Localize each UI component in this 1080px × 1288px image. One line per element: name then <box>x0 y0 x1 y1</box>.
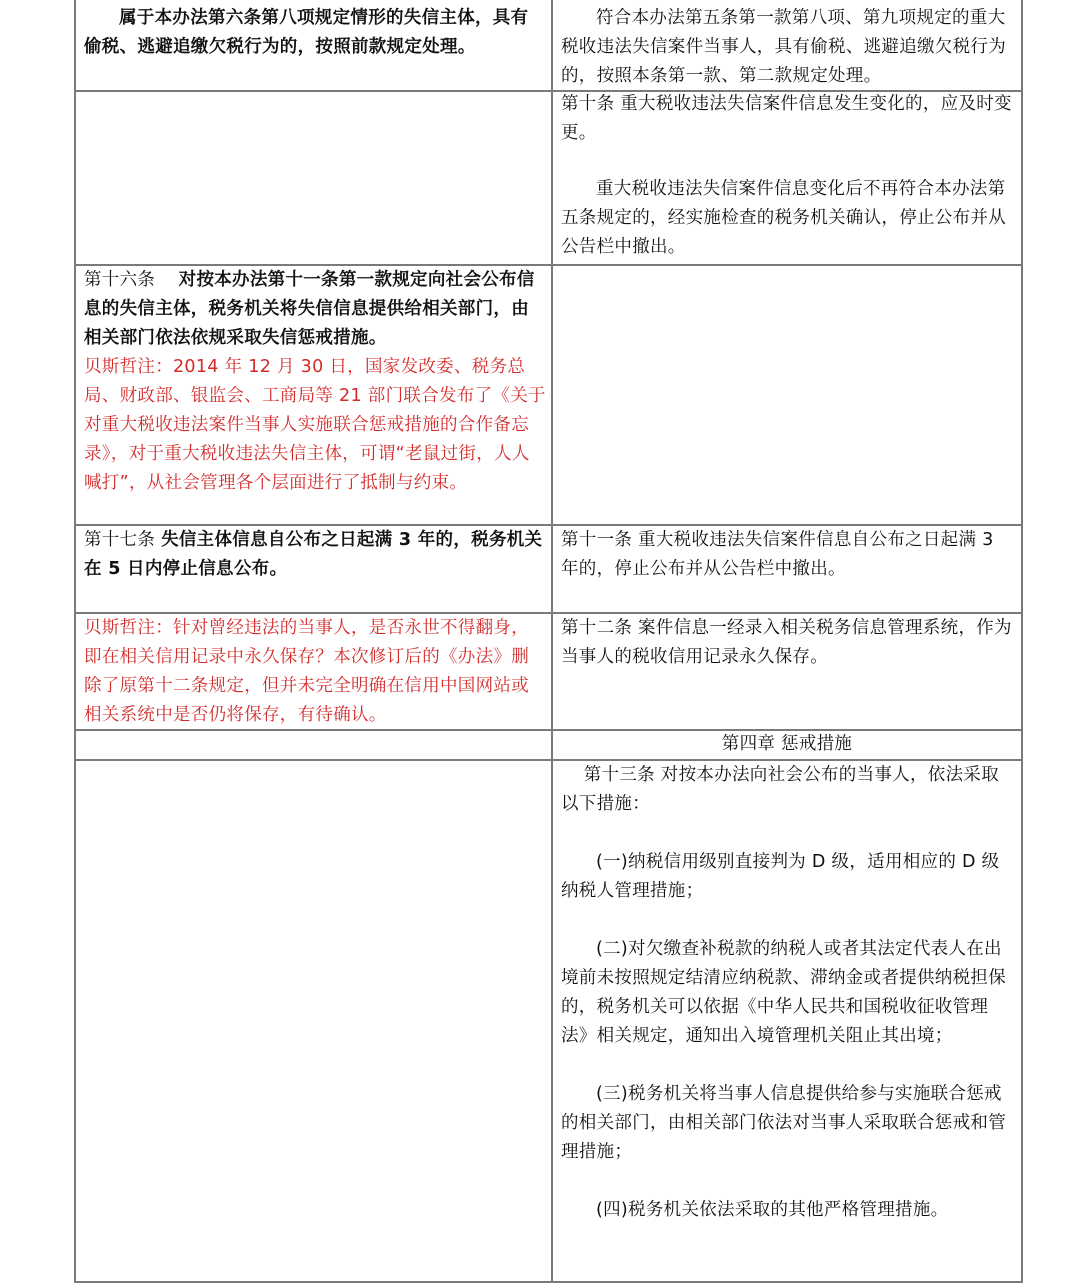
article-13-text: 第十三条 对按本办法向社会公布的当事人，依法采取以下措施： <box>561 765 1000 814</box>
article-16-number: 第十六条 <box>84 270 156 290</box>
table-border-left <box>74 0 76 1283</box>
row1-left-text: 属于本办法第六条第八项规定情形的失信主体，具有偷税、逃避追缴欠税行为的，按照前款规定处理。 <box>84 8 529 57</box>
measure-1: (一)纳税信用级别直接判为 D 级，适用相应的 D 级纳税人管理措施； <box>561 852 1000 901</box>
row4-left-cell <box>84 526 546 584</box>
article-10-paragraph-2: 重大税收违法失信案件信息变化后不再符合本办法第五条规定的，经实施检查的税务机关确认，停止公布并从公告栏中撤出。 <box>561 179 1006 257</box>
article-10-text: 第十条 重大税收违法失信案件信息发生变化的，应及时变更。 <box>561 94 1012 143</box>
article-17-text <box>84 526 546 584</box>
table-column-divider <box>551 0 553 1283</box>
table-border-bottom <box>74 1281 1023 1283</box>
article-16-body: 对按本办法第十一条第一款规定向社会公布信息的失信主体，税务机关将失信信息提供给相关部门，由相关部门依法依规采取失信惩戒措施。 <box>84 270 535 348</box>
measure-4: (四)税务机关依法采取的其他严格管理措施。 <box>596 1200 949 1220</box>
measure-2: (二)对欠缴查补税款的纳税人或者其法定代表人在出境前未按照规定结清应纳税款、滞纳金或者提供纳税担保的，税务机关可以依据《中华人民共和国税收征收管理法》相关规定，通知出入境管理机关阻止其出境； <box>561 939 1006 1046</box>
article-17-body: 失信主体信息自公布之日起满 3 年的，税务机关在 5 日内停止信息公布。 <box>84 530 543 579</box>
note-credit-record: 贝斯哲注：针对曾经违法的当事人，是否永世不得翻身，即在相关信用记录中永久保存？本次修订后的《办法》删除了原第十二条规定，但并未完全明确在信用中国网站或相关系统中是否仍将保存，有待确认。 <box>84 618 529 725</box>
measure-3: (三)税务机关将当事人信息提供给参与实施联合惩戒的相关部门，由相关部门依法对当事人采取联合惩戒和管理措施； <box>561 1084 1006 1162</box>
row7-right-cell <box>561 761 1013 1225</box>
table-border-right <box>1021 0 1023 1283</box>
chapter-4-heading: 第四章 惩戒措施 <box>721 734 853 754</box>
article-16-text <box>84 266 546 353</box>
row5-right-text: 第十二条 案件信息一经录入相关税务信息管理系统，作为当事人的税收信用记录永久保存。 <box>561 618 1012 667</box>
row1-right-text: 符合本办法第五条第一款第八项、第九项规定的重大税收违法失信案件当事人，具有偷税、逃避追缴欠税行为的，按照本条第一款、第二款规定处理。 <box>561 8 1006 86</box>
row2-right-cell <box>561 90 1013 262</box>
note-2014-memorandum: 贝斯哲注：2014 年 12 月 30 日，国家发改委、税务总局、财政部、银监会、工商局等 21 部门联合发布了《关于对重大税收违法案件当事人实施联合惩戒措施的合作备忘录》，对于重大税收违法失信主体，可谓“老鼠过街，人人喊打”，从社会管理各个层面进行了抵制与约束。 <box>84 357 546 493</box>
row4-right-text: 第十一条 重大税收违法失信案件信息自公布之日起满 3 年的，停止公布并从公告栏中撤出。 <box>561 530 994 579</box>
article-17-number: 第十七条 <box>84 530 156 550</box>
row3-left-cell <box>84 266 546 498</box>
